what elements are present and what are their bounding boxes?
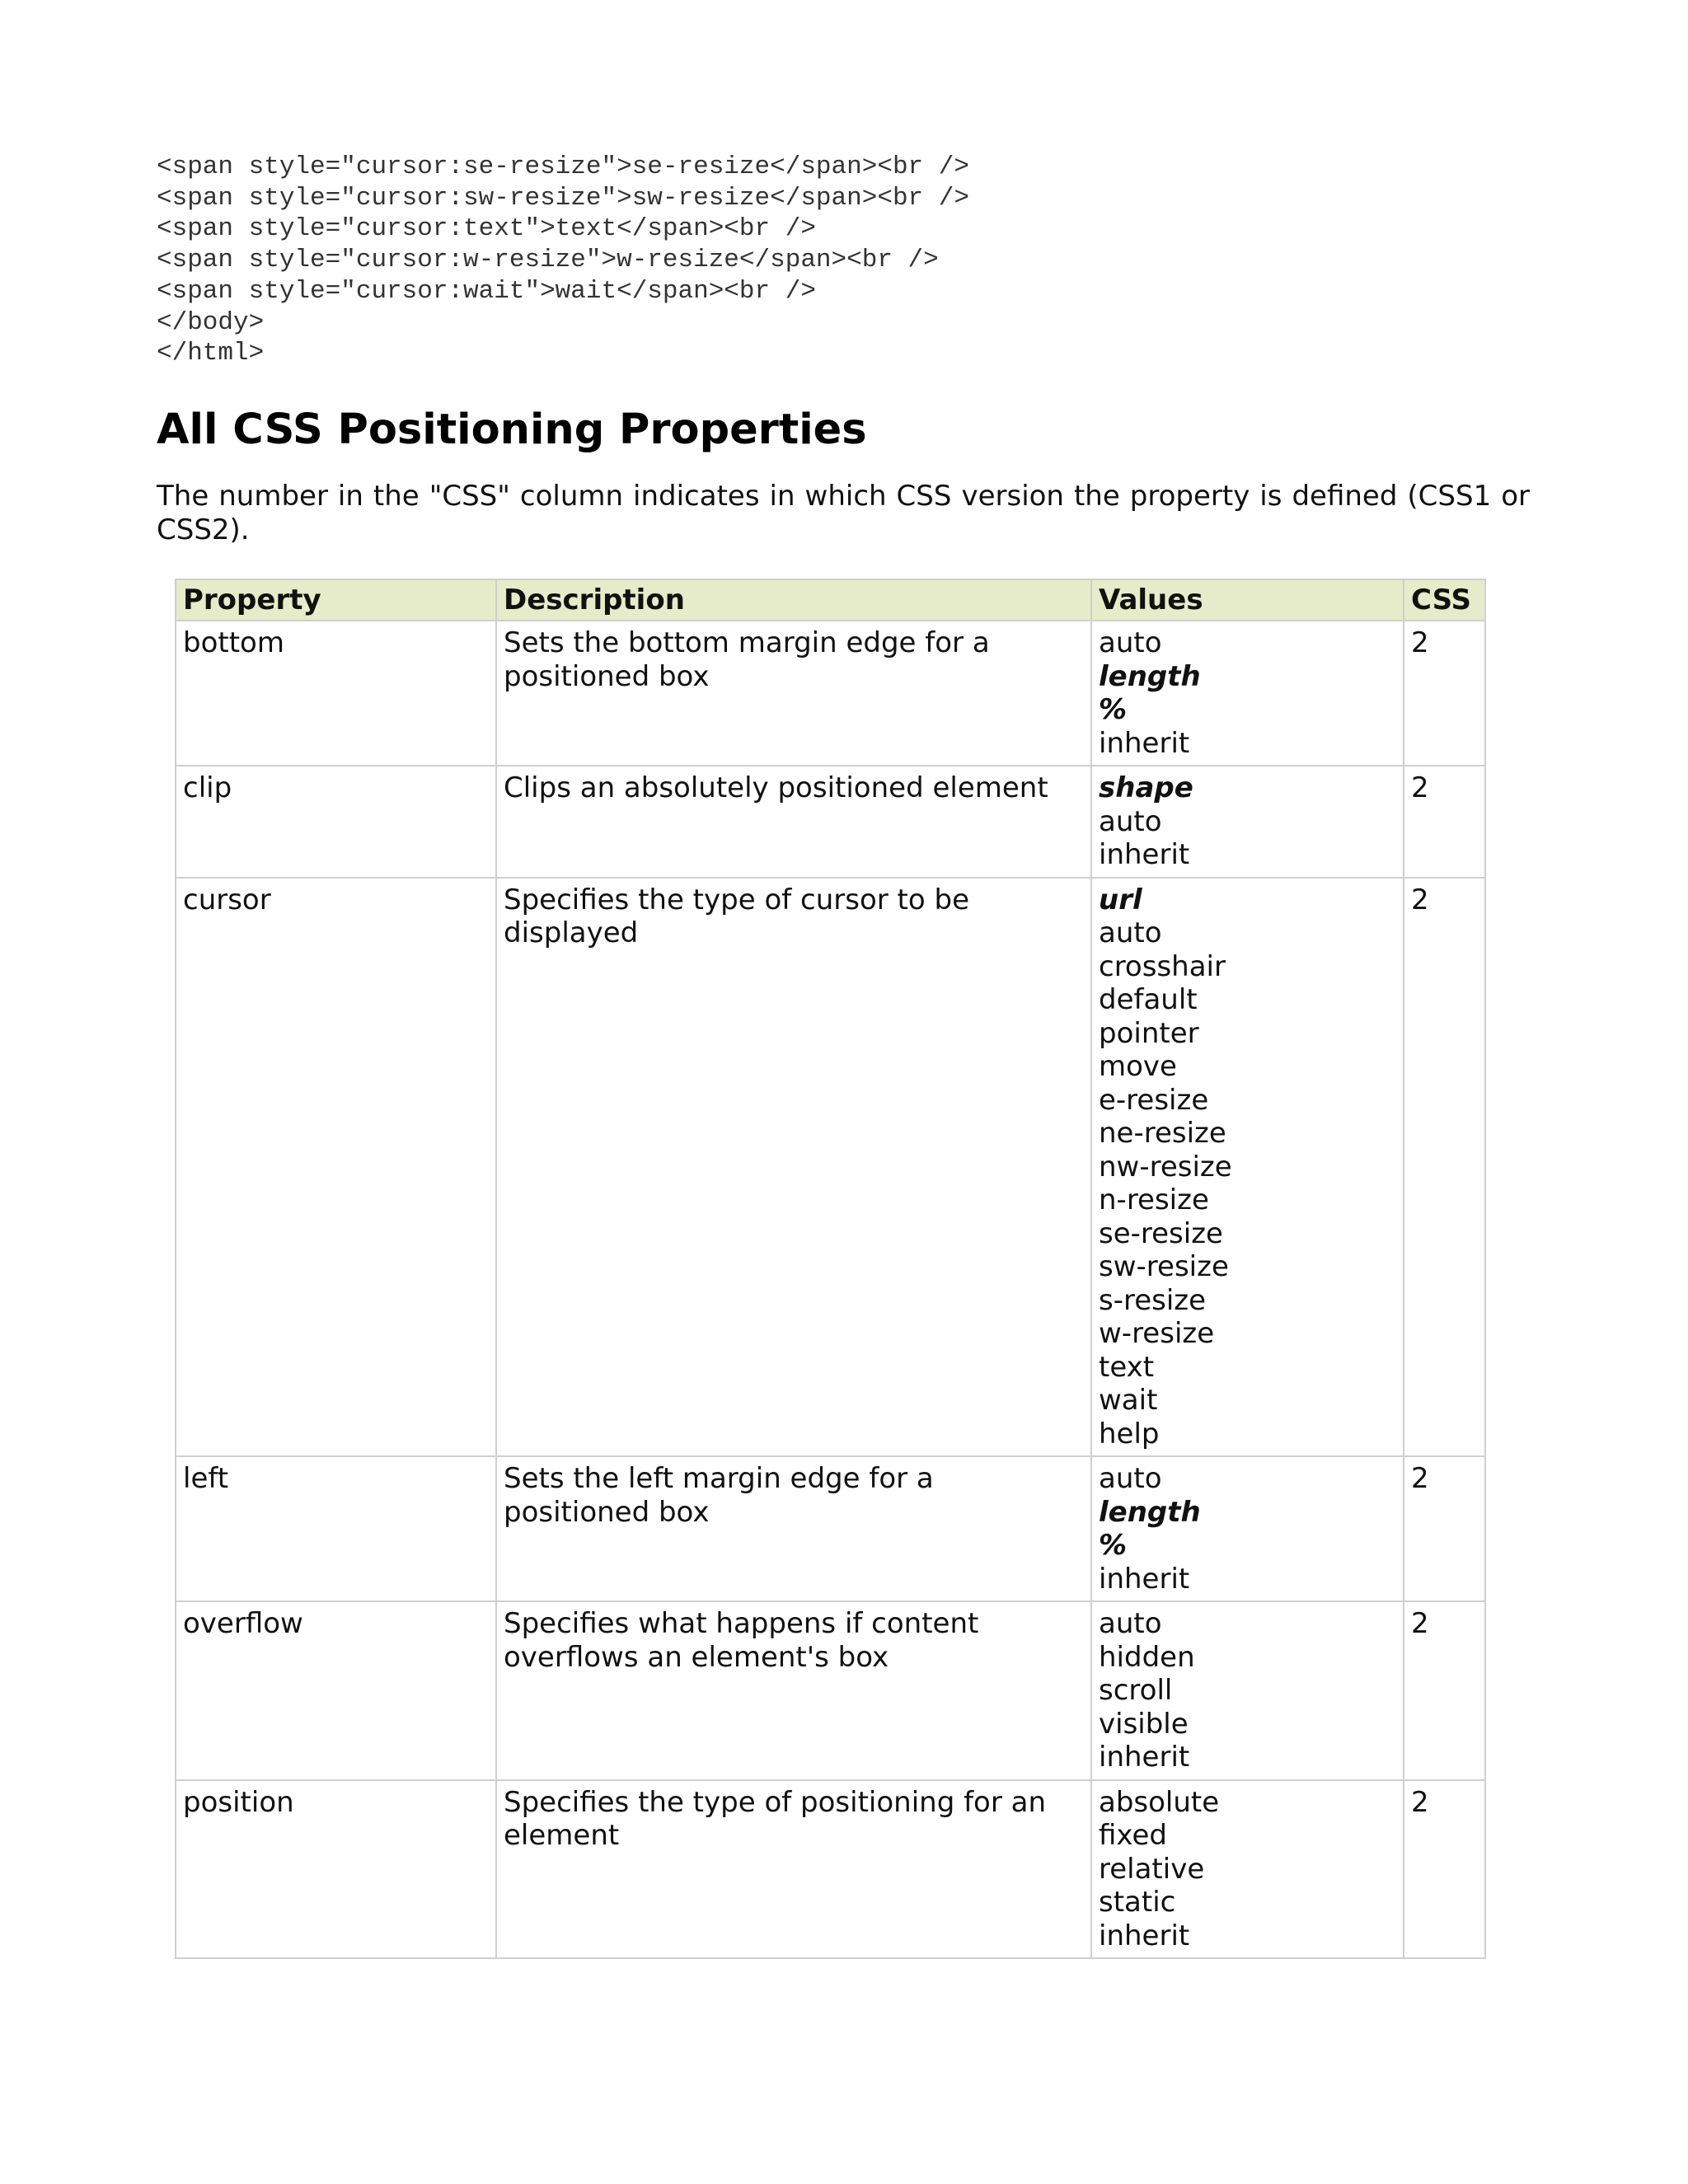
- table-row: [176, 766, 1485, 878]
- value-item: inherit: [1099, 1919, 1190, 1952]
- value-item: absolute: [1099, 1785, 1220, 1819]
- value-item: url: [1099, 883, 1142, 916]
- header-property: Property: [176, 579, 496, 621]
- code-line: <span style="cursor:wait">wait</span><br />: [157, 276, 816, 306]
- code-line: </body>: [157, 307, 265, 337]
- value-item: scroll: [1099, 1674, 1173, 1708]
- value-item: length: [1099, 1495, 1201, 1529]
- cell-property: bottom: [176, 621, 496, 766]
- cell-property: position: [176, 1780, 496, 1959]
- value-item: %: [1099, 693, 1128, 727]
- value-item: text: [1099, 1350, 1155, 1384]
- value-item: crosshair: [1099, 949, 1226, 983]
- table-header-row: [176, 579, 1485, 621]
- cell-values: [1091, 1456, 1404, 1601]
- cell-values: [1091, 1780, 1404, 1959]
- cell-property: overflow: [176, 1601, 496, 1780]
- cell-values: [1091, 621, 1404, 766]
- cell-css-version: 2: [1404, 621, 1485, 766]
- table-row: [176, 1601, 1485, 1780]
- cell-property: clip: [176, 766, 496, 878]
- cell-description: Clips an absolutely positioned element: [496, 766, 1091, 878]
- value-item: inherit: [1099, 838, 1190, 872]
- value-item: e-resize: [1099, 1083, 1209, 1117]
- cell-css-version: 2: [1404, 1456, 1485, 1601]
- header-values: Values: [1091, 579, 1404, 621]
- value-item: shape: [1099, 771, 1193, 805]
- cell-description: Specifies the type of cursor to be displayed: [496, 878, 1091, 1457]
- value-item: inherit: [1099, 1741, 1190, 1774]
- cell-values: [1091, 1601, 1404, 1780]
- cell-css-version: 2: [1404, 766, 1485, 878]
- document-page: [157, 152, 1530, 1959]
- table-row: [176, 1780, 1485, 1959]
- value-item: inherit: [1099, 1562, 1190, 1596]
- value-item: move: [1099, 1050, 1177, 1084]
- cell-css-version: 2: [1404, 878, 1485, 1457]
- value-item: ne-resize: [1099, 1117, 1226, 1151]
- table-row: [176, 621, 1485, 766]
- cell-property: left: [176, 1456, 496, 1601]
- code-line: <span style="cursor:w-resize">w-resize</span><br />: [157, 246, 939, 275]
- value-item: se-resize: [1099, 1216, 1223, 1250]
- table-row: [176, 878, 1485, 1457]
- value-item: s-resize: [1099, 1283, 1207, 1317]
- value-item: hidden: [1099, 1640, 1195, 1674]
- value-item: visible: [1099, 1707, 1189, 1741]
- value-item: inherit: [1099, 726, 1190, 760]
- cell-values: [1091, 766, 1404, 878]
- value-item: nw-resize: [1099, 1150, 1232, 1183]
- code-line: <span style="cursor:text">text</span><br />: [157, 214, 816, 244]
- value-item: auto: [1099, 626, 1162, 660]
- value-item: pointer: [1099, 1016, 1199, 1050]
- header-description: Description: [496, 579, 1091, 621]
- code-snippet: [157, 152, 1530, 369]
- table-row: [176, 1456, 1485, 1601]
- cell-property: cursor: [176, 878, 496, 1457]
- cell-css-version: 2: [1404, 1601, 1485, 1780]
- cell-description: Sets the left margin edge for a positioned box: [496, 1456, 1091, 1601]
- value-item: w-resize: [1099, 1317, 1215, 1351]
- section-heading: All CSS Positioning Properties: [157, 405, 867, 454]
- header-css: CSS: [1404, 579, 1485, 621]
- value-item: relative: [1099, 1852, 1205, 1886]
- value-item: default: [1099, 983, 1198, 1017]
- value-item: %: [1099, 1529, 1128, 1563]
- value-item: wait: [1099, 1384, 1158, 1418]
- value-item: auto: [1099, 916, 1162, 950]
- value-item: static: [1099, 1886, 1176, 1919]
- cell-css-version: 2: [1404, 1780, 1485, 1959]
- code-line: <span style="cursor:sw-resize">sw-resize</span><br />: [157, 183, 969, 213]
- value-item: sw-resize: [1099, 1250, 1229, 1284]
- cell-values: [1091, 878, 1404, 1457]
- cell-description: Specifies what happens if content overflows an element's box: [496, 1601, 1091, 1780]
- value-item: help: [1099, 1417, 1160, 1451]
- value-item: length: [1099, 659, 1201, 693]
- code-line: <span style="cursor:se-resize">se-resize</span><br />: [157, 152, 969, 181]
- value-item: auto: [1099, 1607, 1162, 1641]
- value-item: n-resize: [1099, 1183, 1209, 1217]
- value-item: auto: [1099, 804, 1162, 838]
- positioning-properties-table: [175, 579, 1486, 1960]
- code-line: </html>: [157, 339, 265, 368]
- value-item: fixed: [1099, 1819, 1167, 1853]
- cell-description: Specifies the type of positioning for an element: [496, 1780, 1091, 1959]
- cell-description: Sets the bottom margin edge for a positioned box: [496, 621, 1091, 766]
- intro-paragraph: The number in the "CSS" column indicates in which CSS version the property is defined (CSS1 or CSS2).: [157, 479, 1530, 546]
- value-item: auto: [1099, 1462, 1162, 1496]
